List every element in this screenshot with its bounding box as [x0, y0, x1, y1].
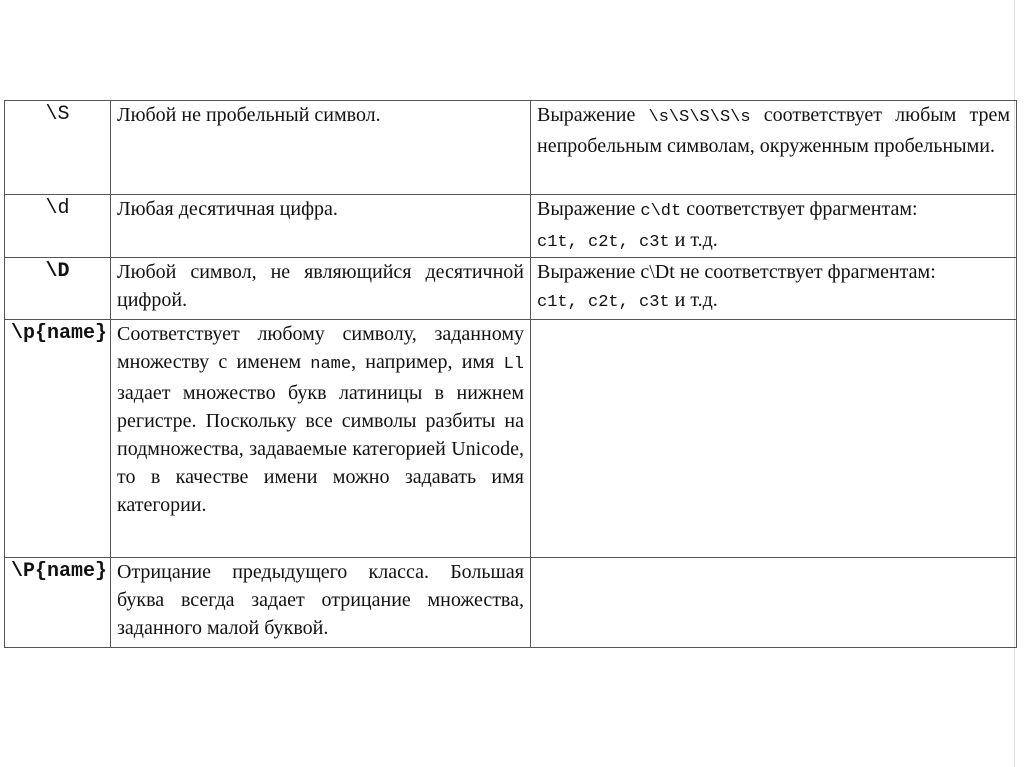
description-cell: Любая десятичная цифра. — [111, 195, 531, 258]
example-code: c\Dt — [640, 261, 675, 283]
description-cell: Любой символ, не являющийся десятичной цифрой. — [111, 258, 531, 320]
description-part: задает множество букв латиницы в нижнем регистре. Поскольку все символы разбиты на подмножества, задаваемые категорией Unicode, то в качестве имени можно задавать имя категории. — [117, 382, 524, 516]
pattern-cell: \S — [5, 101, 111, 195]
description-part: , например, имя — [351, 351, 495, 373]
example-code: c\dt — [640, 202, 682, 221]
example-items: c1t, c2t, c3t — [537, 293, 670, 312]
example-text: соответствует любым трем непробельным символам, окруженным пробельными. — [537, 104, 1011, 157]
description-cell: Отрицание предыдущего класса. Большая буква всегда задает отрицание множества, заданного малой буквой. — [111, 558, 531, 648]
example-cell — [531, 195, 1017, 258]
example-cell — [531, 558, 1017, 648]
description-cell — [111, 320, 531, 558]
example-cell — [531, 101, 1017, 195]
table-row — [5, 320, 1017, 558]
example-suffix: и т.д. — [674, 229, 718, 251]
table-row — [5, 195, 1017, 258]
example-prefix: Выражение — [537, 104, 636, 126]
example-prefix: Выражение — [537, 198, 636, 220]
example-text: соответствует фрагментам: — [686, 198, 918, 220]
example-code: \s\S\S\S\s — [648, 108, 751, 127]
table-row — [5, 258, 1017, 320]
pattern-cell: \p{name} — [5, 320, 111, 558]
table-row — [5, 558, 1017, 648]
example-prefix: Выражение — [537, 261, 636, 283]
example-cell — [531, 320, 1017, 558]
example-items: c1t, c2t, c3t — [537, 233, 670, 252]
example-suffix: и т.д. — [674, 289, 718, 311]
example-cell — [531, 258, 1017, 320]
table-row — [5, 101, 1017, 195]
pattern-cell: \P{name} — [5, 558, 111, 648]
description-cell: Любой не пробельный символ. — [111, 101, 531, 195]
description-code: Ll — [503, 355, 525, 374]
pattern-cell: \d — [5, 195, 111, 258]
pattern-cell: \D — [5, 258, 111, 320]
regex-classes-table — [4, 100, 1017, 648]
description-code: name — [310, 355, 352, 374]
example-text: не соответствует фрагментам: — [679, 261, 936, 283]
description-part: Соответствует любому символу, заданному множеству с именем — [117, 323, 524, 373]
